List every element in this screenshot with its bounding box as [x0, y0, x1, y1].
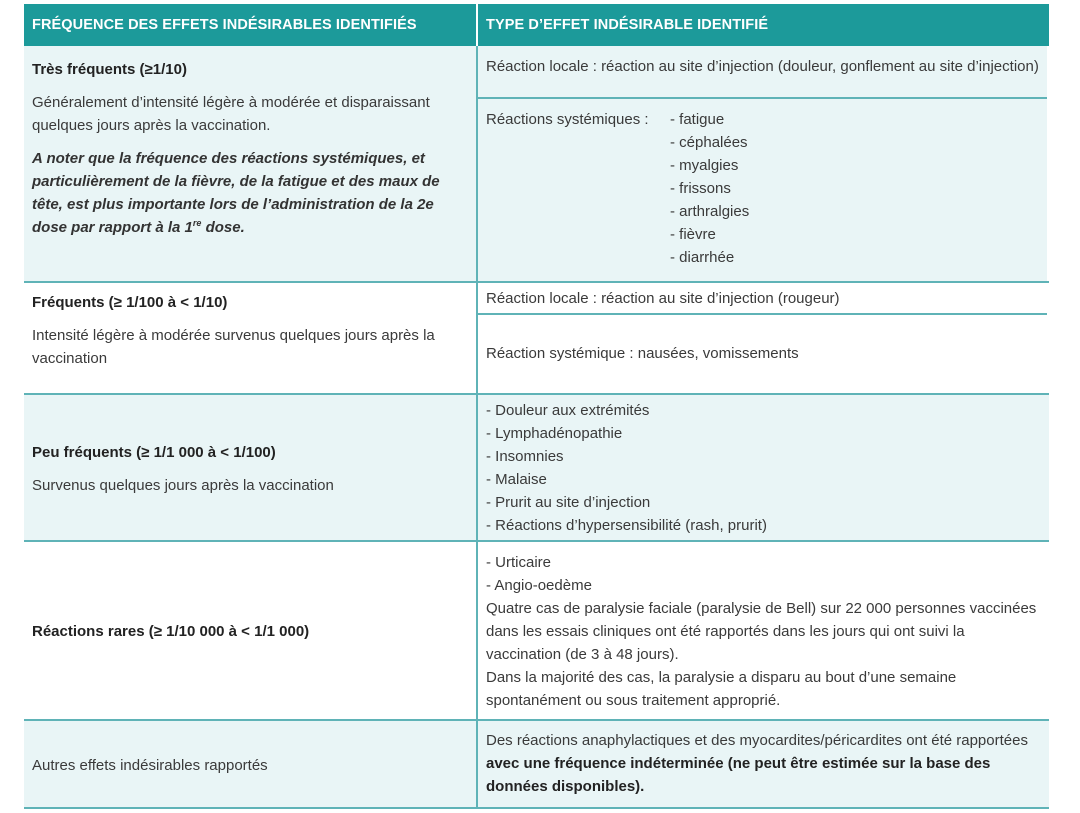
list-item: - frissons	[670, 177, 749, 200]
list-item: - fatigue	[670, 108, 749, 131]
frequent-title: Fréquents (≥ 1/100 à < 1/10)	[32, 294, 228, 311]
row-other	[24, 721, 1049, 809]
list-item: - Douleur aux extrémités	[486, 399, 1039, 422]
other-text: Des réactions anaphylactiques et des myocardites/péricardites ont été rapportées avec une fréquence indéterminée (ne peut être estimée sur la base des données disponibles).	[486, 731, 1028, 795]
header-type: TYPE D’EFFET INDÉSIRABLE IDENTIFIÉ	[476, 4, 1047, 46]
uncommon-title: Peu fréquents (≥ 1/1 000 à < 1/100)	[32, 443, 276, 461]
side-effects-table	[24, 4, 1049, 809]
row-uncommon	[24, 395, 1049, 542]
very-frequent-types	[476, 46, 1047, 281]
list-item: - Angio-oedème	[486, 574, 1039, 597]
local-reaction	[478, 46, 1047, 97]
list-item: - Urticaire	[486, 551, 1039, 574]
frequent-local	[478, 283, 1047, 313]
uncommon-types	[476, 395, 1047, 540]
frequent-cell	[24, 283, 476, 393]
list-item: - arthralgies	[670, 200, 749, 223]
list-item: - fièvre	[670, 223, 749, 246]
list-item: - Prurit au site d’injection	[486, 491, 1039, 514]
list-item: - céphalées	[670, 131, 749, 154]
rare-text-bell: Quatre cas de paralysie faciale (paralysie de Bell) sur 22 000 personnes vaccinées dans les essais cliniques ont été rapportés dans les jours qui ont suivi la vaccination (de 3 à 48 jours).	[486, 600, 1037, 663]
rare-types	[476, 542, 1047, 719]
frequent-systemic-text: Réaction systémique : nausées, vomissements	[486, 344, 799, 362]
frequent-systemic	[478, 313, 1047, 391]
table-header	[24, 4, 1049, 46]
row-rare	[24, 542, 1049, 721]
uncommon-cell	[24, 395, 476, 540]
uncommon-list	[486, 399, 1039, 537]
list-item: - Malaise	[486, 468, 1039, 491]
very-frequent-note: A noter que la fréquence des réactions systémiques, et particulièrement de la fièvre, de la fatigue et des maux de tête, est plus importante lors de l’administration de la 2e dose par rapport à la 1re dose.	[32, 150, 440, 236]
rare-list	[486, 551, 1039, 597]
list-item: - Insomnies	[486, 445, 1039, 468]
systemic-list	[670, 108, 749, 269]
systemic-reactions	[478, 97, 1047, 274]
header-frequency: FRÉQUENCE DES EFFETS INDÉSIRABLES IDENTIFIÉS	[32, 17, 417, 33]
other-title: Autres effets indésirables rapportés	[32, 756, 268, 774]
uncommon-desc: Survenus quelques jours après la vaccination	[32, 476, 334, 494]
rare-cell	[24, 542, 476, 719]
other-types	[476, 721, 1047, 807]
row-very-frequent	[24, 46, 1049, 283]
list-item: - myalgies	[670, 154, 749, 177]
very-frequent-desc: Généralement d’intensité légère à modérée et disparaissant quelques jours après la vaccination.	[32, 94, 430, 134]
rare-text-recovery: Dans la majorité des cas, la paralysie a disparu au bout d’une semaine spontanément ou sous traitement approprié.	[486, 669, 957, 709]
list-item: - diarrhée	[670, 246, 749, 269]
list-item: - Lymphadénopathie	[486, 422, 1039, 445]
frequent-local-text: Réaction locale : réaction au site d’injection (rougeur)	[486, 290, 840, 307]
systemic-label: Réactions systémiques :	[486, 111, 649, 128]
frequent-desc: Intensité légère à modérée survenus quelques jours après la vaccination	[32, 327, 435, 367]
local-reaction-text: Réaction locale : réaction au site d’injection (douleur, gonflement au site d’injection)	[486, 58, 1039, 75]
very-frequent-cell	[24, 46, 476, 281]
other-cell	[24, 721, 476, 807]
list-item: - Réactions d’hypersensibilité (rash, prurit)	[486, 514, 1039, 537]
rare-title: Réactions rares (≥ 1/10 000 à < 1/1 000)	[32, 623, 310, 640]
very-frequent-title: Très fréquents (≥1/10)	[32, 61, 187, 78]
row-frequent	[24, 283, 1049, 395]
frequent-types	[476, 283, 1047, 393]
